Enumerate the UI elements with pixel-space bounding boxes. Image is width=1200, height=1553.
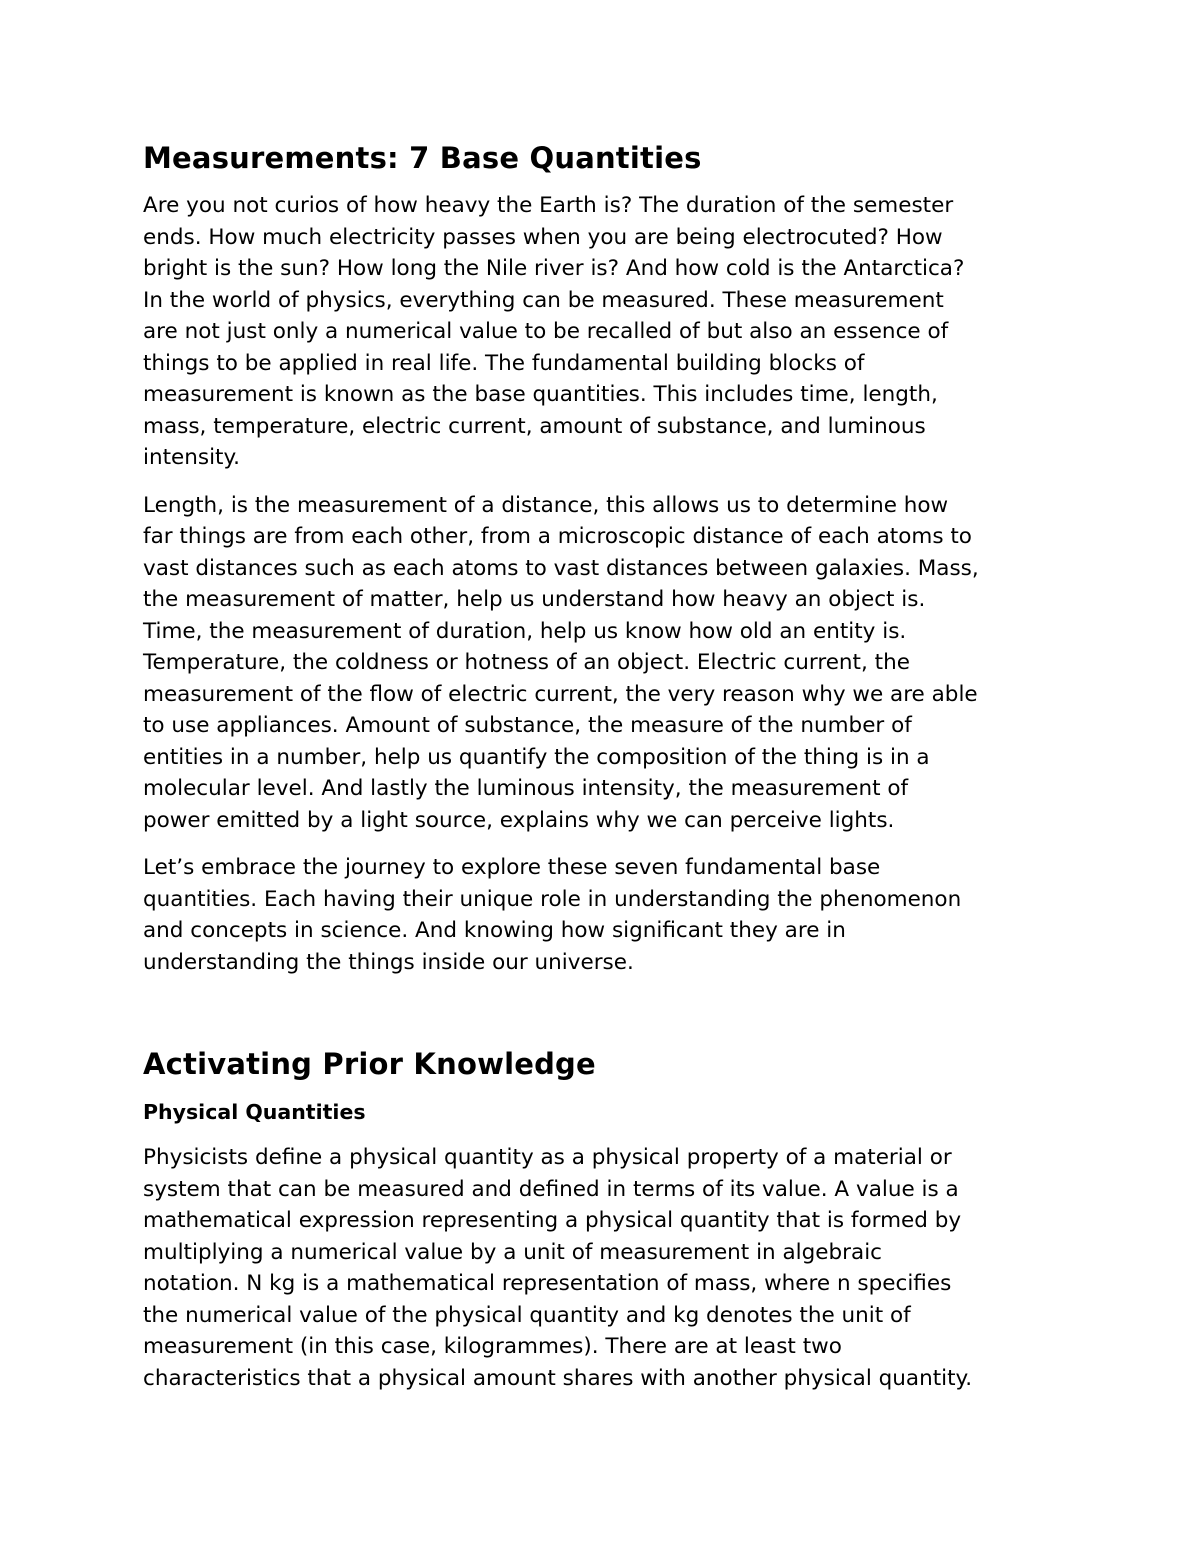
subheading-physical-quantities: Physical Quantities <box>143 1100 366 1124</box>
section-heading-prior-knowledge: Activating Prior Knowledge <box>143 1047 596 1081</box>
intro-paragraph: Are you not curios of how heavy the Earth is? The duration of the semester ends. How much electricity passes when you are being electrocuted? How bright is the sun? How long the Nile river is? And how cold is the Antarctica? In the world of physics, everything can be measured. These measurement are not just only a numerical value to be recalled of but also an essence of things to be applied in real life. The fundamental building blocks of measurement is known as the base quantities. This includes time, length, mass, temperature, electric current, amount of substance, and luminous intensity. <box>143 193 965 470</box>
base-quantities-paragraph: Length, is the measurement of a distance, this allows us to determine how far things are from each other, from a microscopic distance of each atoms to vast distances such as each atoms to vast distances between galaxies. Mass, the measurement of matter, help us understand how heavy an object is. Time, the measurement of duration, help us know how old an entity is. Temperature, the coldness or hotness of an object. Electric current, the measurement of the flow of electric current, the very reason why we are able to use appliances. Amount of substance, the measure of the number of entities in a number, help us quantify the composition of the thing is in a molecular level. And lastly the luminous intensity, the measurement of power emitted by a light source, explains why we can perceive lights. <box>143 492 979 833</box>
section-heading-measurements: Measurements: 7 Base Quantities <box>143 141 702 175</box>
physical-quantities-paragraph: Physicists define a physical quantity as a physical property of a material or system that can be measured and defined in terms of its value. A value is a mathematical expression representing a physical quantity that is formed by multiplying a numerical value by a unit of measurement in algebraic notation. N kg is a mathematical representation of mass, where n specifies the numerical value of the physical quantity and kg denotes the unit of measurement (in this case, kilogrammes). There are at least two characteristics that a physical amount shares with another physical quantity. <box>143 1145 973 1391</box>
document-page <box>143 138 1073 1410</box>
journey-paragraph: Let’s embrace the journey to explore these seven fundamental base quantities. Each having their unique role in understanding the phenomenon and concepts in science. And knowing how significant they are in understanding the things inside our universe. <box>143 855 962 975</box>
